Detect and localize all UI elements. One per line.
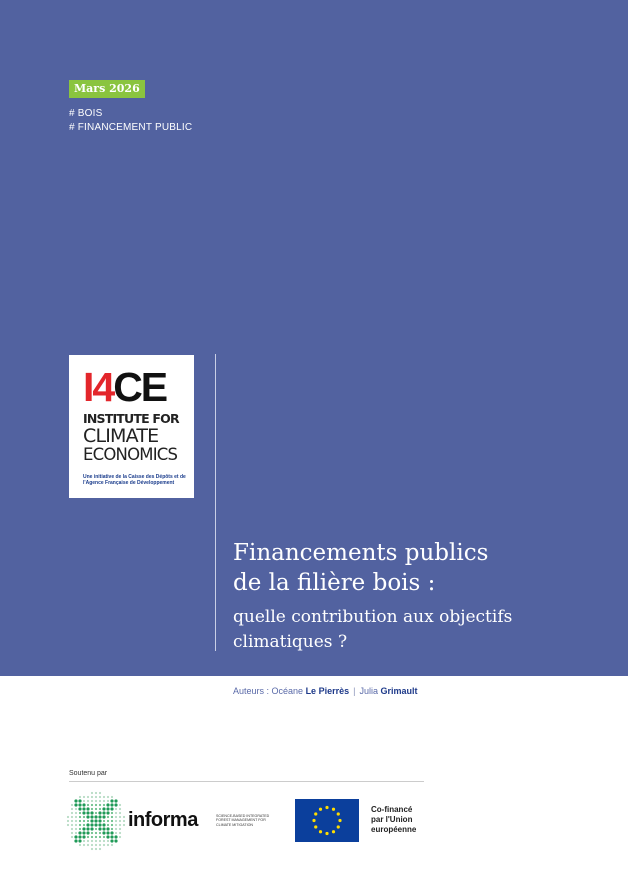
author-1-lastname: Le Pierrès bbox=[305, 686, 350, 696]
eu-star-icon bbox=[332, 830, 335, 833]
informa-dot bbox=[83, 820, 85, 822]
informa-dot bbox=[71, 816, 73, 818]
informa-dot bbox=[107, 820, 109, 822]
tag-bois: # BOIS bbox=[69, 108, 103, 119]
informa-subtitle: SCIENCE-BASED INTEGRATED FOREST MANAGEMENT FOR CLIMATE MITIGATION bbox=[216, 814, 270, 827]
informa-dot bbox=[78, 831, 81, 834]
informa-dot bbox=[67, 824, 69, 826]
author-2-lastname: Grimault bbox=[380, 686, 418, 696]
informa-dot bbox=[106, 831, 109, 834]
informa-dot bbox=[111, 820, 113, 822]
informa-dot bbox=[99, 836, 101, 838]
informa-dot bbox=[102, 811, 105, 814]
informa-dot bbox=[67, 816, 69, 818]
informa-dot bbox=[119, 828, 121, 830]
informa-dot bbox=[78, 799, 81, 802]
informa-dot bbox=[79, 844, 81, 846]
informa-dot bbox=[91, 796, 93, 798]
eu-flag-icon bbox=[295, 799, 359, 842]
informa-dot bbox=[87, 804, 89, 806]
informa-dot bbox=[111, 844, 113, 846]
informa-dot bbox=[86, 807, 89, 810]
informa-dot bbox=[99, 844, 101, 846]
informa-dot bbox=[95, 836, 97, 838]
informa-dot bbox=[78, 835, 81, 838]
logo-line-institute: INSTITUTE FOR bbox=[83, 411, 179, 426]
informa-dot bbox=[86, 815, 89, 818]
informa-dot bbox=[99, 792, 101, 794]
informa-dot bbox=[107, 844, 109, 846]
informa-dot bbox=[107, 824, 109, 826]
informa-dot bbox=[99, 800, 101, 802]
informa-dot bbox=[83, 796, 85, 798]
informa-dot bbox=[90, 827, 93, 830]
informa-dot bbox=[94, 819, 97, 822]
informa-dot bbox=[106, 807, 109, 810]
informa-dot bbox=[115, 808, 117, 810]
informa-dot bbox=[106, 827, 109, 830]
informa-dot bbox=[75, 816, 77, 818]
informa-dot bbox=[71, 808, 73, 810]
informa-dot bbox=[99, 808, 101, 810]
document-title: Financements publics de la filière bois : bbox=[233, 540, 489, 596]
informa-dot bbox=[95, 848, 97, 850]
informa-dot bbox=[107, 840, 109, 842]
author-separator: | bbox=[353, 686, 356, 696]
informa-dot bbox=[99, 832, 101, 834]
informa-dot bbox=[86, 823, 89, 826]
informa-dot bbox=[115, 828, 117, 830]
informa-dot bbox=[99, 840, 101, 842]
informa-dot bbox=[82, 807, 85, 810]
informa-dot bbox=[115, 824, 117, 826]
authors-line: Auteurs : Océane Le Pierrès | Julia Grimault bbox=[233, 686, 418, 696]
informa-dot bbox=[102, 815, 105, 818]
informa-dot bbox=[74, 799, 77, 802]
informa-dot bbox=[91, 800, 93, 802]
informa-dot bbox=[123, 816, 125, 818]
informa-dot bbox=[79, 828, 81, 830]
eu-star-icon bbox=[312, 819, 315, 822]
informa-dot bbox=[75, 820, 77, 822]
informa-dot bbox=[75, 808, 77, 810]
logo-line-climate: CLIMATE bbox=[83, 425, 159, 447]
informa-dot bbox=[103, 800, 105, 802]
informa-dot bbox=[87, 836, 89, 838]
informa-dot bbox=[99, 848, 101, 850]
logo-line-economics: ECONOMICS bbox=[83, 445, 178, 464]
eu-star-icon bbox=[314, 812, 317, 815]
informa-dot bbox=[75, 812, 77, 814]
informa-dot bbox=[82, 827, 85, 830]
informa-dot bbox=[78, 807, 81, 810]
informa-dot bbox=[110, 839, 113, 842]
informa-dot bbox=[87, 844, 89, 846]
informa-dot bbox=[111, 824, 113, 826]
eu-star-icon bbox=[325, 832, 328, 835]
informa-dot bbox=[98, 827, 101, 830]
informa-dot bbox=[106, 835, 109, 838]
informa-dot bbox=[74, 839, 77, 842]
informa-dot bbox=[123, 820, 125, 822]
informa-dot bbox=[90, 811, 93, 814]
informa-dot bbox=[110, 831, 113, 834]
informa-dot bbox=[99, 796, 101, 798]
informa-dot bbox=[95, 808, 97, 810]
informa-dot bbox=[103, 840, 105, 842]
informa-dot bbox=[99, 804, 101, 806]
informa-dot bbox=[82, 835, 85, 838]
informa-dot bbox=[83, 800, 85, 802]
informa-dot bbox=[111, 816, 113, 818]
informa-dot bbox=[71, 832, 73, 834]
informa-dot bbox=[95, 832, 97, 834]
support-label: Soutenu par bbox=[69, 770, 108, 777]
informa-dot bbox=[98, 811, 101, 814]
informa-dot bbox=[78, 803, 81, 806]
eu-star-icon bbox=[319, 808, 322, 811]
informa-dot bbox=[95, 844, 97, 846]
informa-dot bbox=[103, 836, 105, 838]
support-divider bbox=[69, 781, 424, 782]
informa-dot bbox=[95, 792, 97, 794]
informa-dot bbox=[83, 840, 85, 842]
informa-dot bbox=[119, 836, 121, 838]
informa-dot bbox=[90, 815, 93, 818]
informa-dot bbox=[119, 808, 121, 810]
informa-dot bbox=[87, 840, 89, 842]
informa-dot bbox=[74, 835, 77, 838]
informa-dot bbox=[119, 816, 121, 818]
informa-dot bbox=[114, 835, 117, 838]
informa-dot bbox=[95, 828, 97, 830]
informa-dot bbox=[86, 811, 89, 814]
informa-dot bbox=[79, 816, 81, 818]
informa-dot bbox=[103, 820, 105, 822]
informa-dot bbox=[123, 824, 125, 826]
informa-dot bbox=[82, 803, 85, 806]
informa-dot bbox=[79, 820, 81, 822]
informa-dot bbox=[114, 799, 117, 802]
informa-dot bbox=[71, 820, 73, 822]
informa-dot bbox=[90, 823, 93, 826]
informa-dot bbox=[115, 832, 117, 834]
informa-dot bbox=[110, 803, 113, 806]
informa-dot bbox=[94, 823, 97, 826]
informa-dot bbox=[83, 844, 85, 846]
logo-tagline: Une initiative de la Caisse des Dépôts et de l'Agence Française de Développement bbox=[83, 474, 186, 486]
informa-dot bbox=[98, 815, 101, 818]
informa-dot bbox=[91, 836, 93, 838]
informa-dot bbox=[94, 815, 97, 818]
informa-dot bbox=[87, 800, 89, 802]
informa-dot bbox=[114, 803, 117, 806]
eu-star-icon bbox=[337, 812, 340, 815]
informa-dot bbox=[83, 816, 85, 818]
informa-dot bbox=[95, 796, 97, 798]
informa-dot bbox=[78, 839, 81, 842]
informa-dot bbox=[102, 807, 105, 810]
eu-star-icon bbox=[338, 819, 341, 822]
informa-dot bbox=[71, 828, 73, 830]
eu-star-icon bbox=[325, 806, 328, 809]
informa-dot bbox=[75, 832, 77, 834]
document-subtitle: quelle contribution aux objectifs climatiques ? bbox=[233, 607, 513, 652]
logo-mark: I4CE bbox=[83, 364, 167, 410]
informa-dot bbox=[91, 840, 93, 842]
informa-dot bbox=[95, 800, 97, 802]
informa-dot bbox=[67, 820, 69, 822]
informa-dot bbox=[106, 803, 109, 806]
informa-logo-text: informa bbox=[128, 809, 198, 831]
informa-dot bbox=[71, 812, 73, 814]
informa-dot bbox=[98, 823, 101, 826]
informa-dot bbox=[71, 836, 73, 838]
date-badge: Mars 2026 bbox=[69, 80, 145, 98]
informa-dot bbox=[82, 811, 85, 814]
informa-dot bbox=[111, 828, 113, 830]
informa-dot bbox=[82, 831, 85, 834]
informa-dot bbox=[107, 796, 109, 798]
informa-dot bbox=[110, 835, 113, 838]
informa-dot bbox=[86, 827, 89, 830]
informa-dot bbox=[86, 831, 89, 834]
informa-dot bbox=[119, 820, 121, 822]
informa-dot bbox=[91, 832, 93, 834]
informa-dot bbox=[91, 804, 93, 806]
informa-dot bbox=[91, 808, 93, 810]
informa-dot bbox=[107, 816, 109, 818]
informa-dot bbox=[79, 796, 81, 798]
informa-dot bbox=[115, 820, 117, 822]
informa-dot bbox=[75, 828, 77, 830]
eu-star-icon bbox=[332, 808, 335, 811]
informa-dot bbox=[91, 848, 93, 850]
vertical-divider bbox=[215, 354, 216, 651]
informa-dot bbox=[115, 816, 117, 818]
eu-star-icon bbox=[337, 825, 340, 828]
informa-dot bbox=[71, 824, 73, 826]
informa-dot bbox=[87, 820, 89, 822]
informa-dot bbox=[91, 792, 93, 794]
eu-star-icon bbox=[314, 825, 317, 828]
informa-dot bbox=[95, 804, 97, 806]
informa-dot bbox=[83, 824, 85, 826]
informa-dot bbox=[111, 796, 113, 798]
informa-dot bbox=[106, 811, 109, 814]
informa-dot bbox=[71, 804, 73, 806]
informa-dot bbox=[95, 840, 97, 842]
informa-dot bbox=[102, 827, 105, 830]
informa-dot bbox=[114, 839, 117, 842]
informa-dot bbox=[119, 812, 121, 814]
informa-dot bbox=[119, 804, 121, 806]
informa-dot bbox=[107, 800, 109, 802]
informa-dot bbox=[111, 812, 113, 814]
informa-dot bbox=[87, 796, 89, 798]
informa-dot bbox=[91, 844, 93, 846]
eu-cofinance-text: Co-financé par l'Union européenne bbox=[371, 805, 417, 834]
informa-dot bbox=[74, 803, 77, 806]
informa-dot bbox=[79, 824, 81, 826]
informa-dot bbox=[98, 819, 101, 822]
informa-dot bbox=[119, 832, 121, 834]
informa-dot bbox=[95, 812, 97, 814]
informa-dot bbox=[79, 812, 81, 814]
informa-dot bbox=[119, 824, 121, 826]
informa-dot bbox=[110, 799, 113, 802]
informa-dot bbox=[110, 807, 113, 810]
informa-dot bbox=[102, 823, 105, 826]
informa-dot bbox=[90, 819, 93, 822]
informa-dot bbox=[103, 796, 105, 798]
informa-dot bbox=[103, 804, 105, 806]
tag-financement-public: # FINANCEMENT PUBLIC bbox=[69, 122, 193, 133]
informa-dots-logo bbox=[66, 791, 126, 851]
informa-dot bbox=[115, 812, 117, 814]
informa-dot bbox=[75, 824, 77, 826]
i4ce-logo bbox=[69, 355, 194, 498]
informa-dot bbox=[103, 844, 105, 846]
informa-dot bbox=[102, 831, 105, 834]
eu-star-icon bbox=[319, 830, 322, 833]
